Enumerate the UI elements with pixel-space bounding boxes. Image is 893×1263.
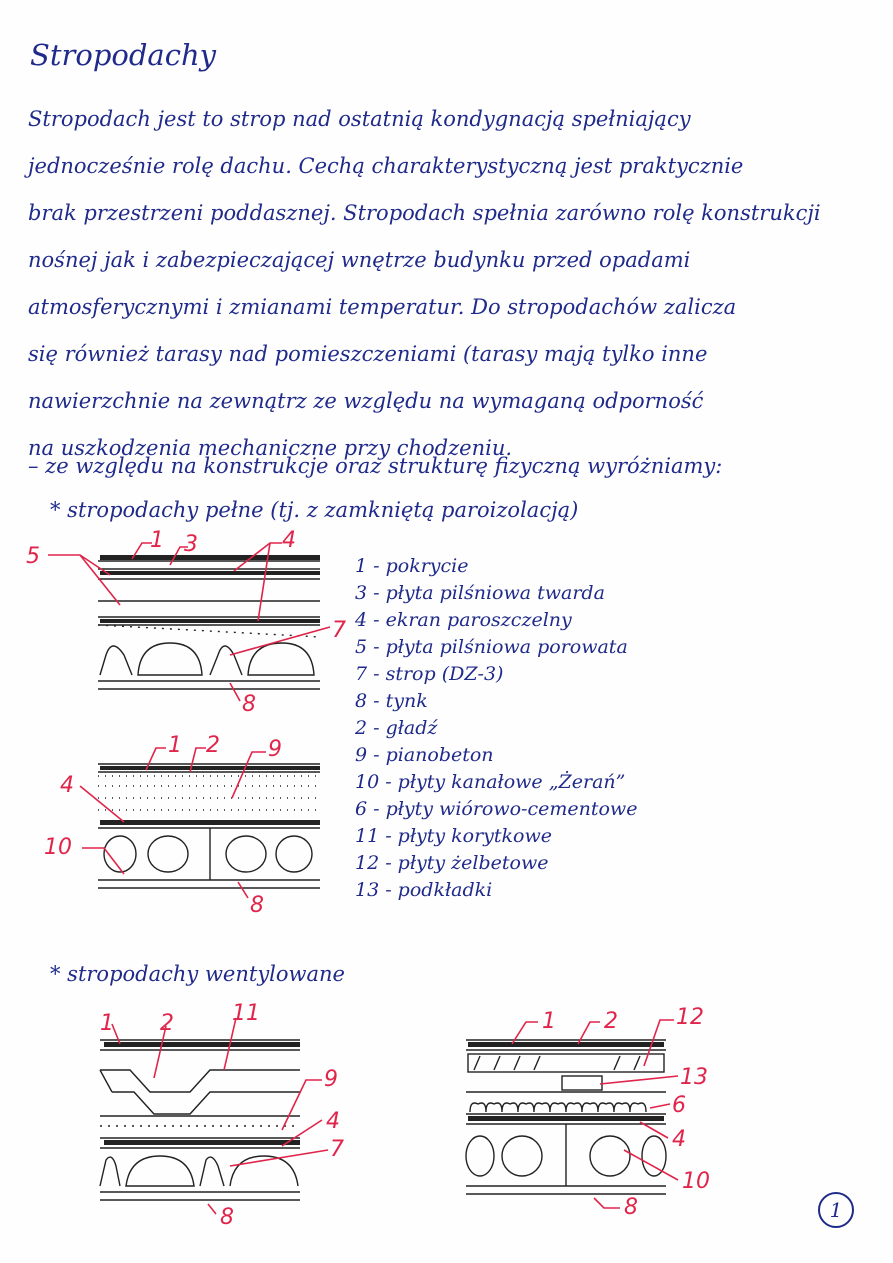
paragraph-line: nośnej jak i zabezpieczającej wnętrze budynku przed opadami <box>28 248 691 272</box>
legend-item: 2 - gładź <box>355 717 438 739</box>
paragraph-line: jednocześnie rolę dachu. Cechą charakterystyczną jest praktycznie <box>28 154 744 178</box>
ceiling-slab-dz3 <box>100 643 314 675</box>
paragraph-line: nawierzchnie na zewnątrz ze względu na wymaganą odporność <box>28 389 704 413</box>
label-12: 12 <box>676 1005 704 1030</box>
label-6: 6 <box>672 1093 686 1118</box>
label-4: 4 <box>672 1127 686 1152</box>
label-1: 1 <box>168 733 182 758</box>
legend-item: 10 - płyty kanałowe „Żerań” <box>355 771 626 793</box>
label-9: 9 <box>324 1067 338 1092</box>
legend-item: 11 - płyty korytkowe <box>355 825 553 847</box>
label-10: 10 <box>682 1169 710 1194</box>
paragraph-line: się również tarasy nad pomieszczeniami (tarasy mają tylko inne <box>28 342 708 366</box>
trough-slab <box>100 1070 300 1114</box>
label-3: 3 <box>184 532 198 557</box>
page-number: 1 <box>818 1192 854 1228</box>
label-1: 1 <box>542 1009 556 1034</box>
legend-item: 9 - pianobeton <box>355 744 494 766</box>
classification-line: – ze względu na konstrukcje oraz strukturę fizyczną wyróżniamy: <box>28 454 723 478</box>
label-2: 2 <box>604 1009 618 1034</box>
section-full-heading: * stropodachy pełne (tj. z zamkniętą paroizolacją) <box>50 498 579 522</box>
label-2: 2 <box>206 733 220 758</box>
figure-full-roof-1 <box>20 525 360 715</box>
wood-cement-boards <box>470 1103 646 1112</box>
label-1: 1 <box>150 528 164 553</box>
vapor-barrier-layer <box>100 571 320 575</box>
label-13: 13 <box>680 1065 708 1090</box>
label-8: 8 <box>624 1195 638 1220</box>
legend <box>355 553 637 904</box>
label-8: 8 <box>250 893 264 918</box>
label-8: 8 <box>220 1205 234 1230</box>
legend-item: 3 - płyta pilśniowa twarda <box>355 582 605 604</box>
legend-item: 8 - tynk <box>355 690 428 712</box>
spacer-block <box>562 1076 602 1090</box>
label-11: 11 <box>232 1001 260 1026</box>
label-9: 9 <box>268 737 282 762</box>
legend-item: 1 - pokrycie <box>355 555 469 577</box>
label-4: 4 <box>282 528 296 553</box>
label-2: 2 <box>160 1011 174 1036</box>
intro-paragraph <box>28 96 848 472</box>
section-ventilated-heading: * stropodachy wentylowane <box>50 962 345 986</box>
figure-full-roof-2 <box>20 728 360 918</box>
page-title: Stropodachy <box>30 38 217 72</box>
label-4: 4 <box>60 773 74 798</box>
paragraph-line: brak przestrzeni poddasznej. Stropodach spełnia zarówno rolę konstrukcji <box>28 201 821 225</box>
label-4: 4 <box>326 1109 340 1134</box>
label-7: 7 <box>330 1137 344 1162</box>
legend-item: 13 - podkładki <box>355 879 493 901</box>
label-10: 10 <box>44 835 72 860</box>
label-7: 7 <box>332 618 346 643</box>
figure-ventilated-roof-1 <box>60 1000 380 1230</box>
label-8: 8 <box>242 692 256 715</box>
paragraph-line: na uszkodzenia mechaniczne przy chodzeniu. <box>28 436 513 460</box>
figure-ventilated-roof-2 <box>460 1000 760 1230</box>
legend-item: 5 - płyta pilśniowa porowata <box>355 636 628 658</box>
legend-item: 12 - płyty żelbetowe <box>355 852 549 874</box>
label-5: 5 <box>26 544 40 569</box>
label-1: 1 <box>100 1011 114 1036</box>
legend-item: 6 - płyty wiórowo-cementowe <box>355 798 638 820</box>
paragraph-line: Stropodach jest to strop nad ostatnią kondygnacją spełniający <box>28 107 691 131</box>
legend-item: 4 - ekran paroszczelny <box>355 609 572 631</box>
paragraph-line: atmosferycznymi i zmianami temperatur. Do stropodachów zalicza <box>28 295 737 319</box>
legend-item: 7 - strop (DZ-3) <box>355 663 504 685</box>
